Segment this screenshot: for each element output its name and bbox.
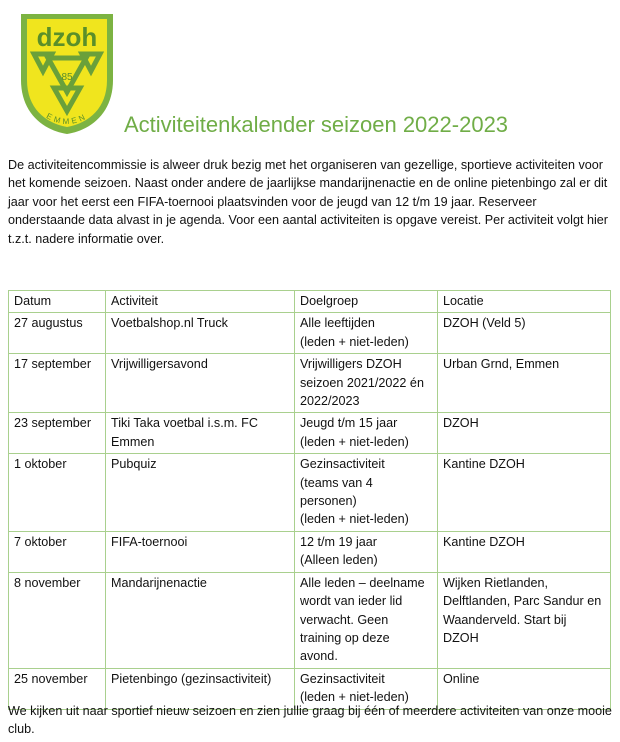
cell-doelgroep-line: wordt van ieder lid: [300, 594, 403, 609]
cell-doelgroep-line: (leden + niet-leden): [300, 690, 409, 705]
cell-datum: 27 augustus: [9, 313, 106, 354]
cell-activiteit: [106, 531, 295, 572]
header-doelgroep: Doelgroep: [295, 291, 438, 313]
activity-calendar-table: [8, 290, 611, 710]
cell-doelgroep-line: (Alleen leden): [300, 553, 378, 568]
cell-locatie-line: Urban Grnd, Emmen: [443, 357, 560, 372]
cell-datum: 8 november: [9, 572, 106, 668]
cell-activiteit-line: Mandarijnenactie: [111, 575, 207, 590]
cell-datum: 1 oktober: [9, 454, 106, 532]
cell-locatie-line: Wijken Rietlanden,: [443, 575, 548, 590]
cell-activiteit-line: Voetbalshop.nl Truck: [111, 316, 228, 331]
cell-activiteit: [106, 454, 295, 532]
cell-doelgroep: [295, 413, 438, 454]
cell-doelgroep-line: Jeugd t/m 15 jaar: [300, 416, 398, 431]
table-row: [9, 531, 611, 572]
table-row: [9, 454, 611, 532]
logo-year: 85: [61, 72, 73, 83]
cell-doelgroep: [295, 354, 438, 413]
cell-locatie-line: DZOH (Veld 5): [443, 316, 526, 331]
cell-activiteit-line: Pietenbingo (gezinsactiviteit): [111, 671, 272, 686]
cell-doelgroep-line: 2022/2023: [300, 394, 360, 409]
cell-locatie-line: Online: [443, 671, 480, 686]
cell-locatie-line: DZOH: [443, 416, 479, 431]
header-datum: Datum: [9, 291, 106, 313]
cell-doelgroep-line: (leden + niet-leden): [300, 434, 409, 449]
cell-activiteit-line: Tiki Taka voetbal i.s.m. FC: [111, 416, 258, 431]
cell-activiteit: [106, 413, 295, 454]
cell-locatie-line: Waanderveld. Start bij: [443, 612, 567, 627]
table-row: [9, 413, 611, 454]
table-header-row: [9, 291, 611, 313]
cell-activiteit: [106, 354, 295, 413]
table-row: [9, 313, 611, 354]
cell-doelgroep-line: training op deze: [300, 630, 390, 645]
cell-doelgroep-line: (leden + niet-leden): [300, 334, 409, 349]
cell-activiteit: [106, 572, 295, 668]
cell-doelgroep-line: Vrijwilligers DZOH: [300, 357, 402, 372]
cell-locatie-line: Delftlanden, Parc Sandur en: [443, 594, 602, 609]
cell-doelgroep-line: (teams van 4: [300, 475, 373, 490]
cell-datum: 25 november: [9, 668, 106, 709]
cell-doelgroep-line: (leden + niet-leden): [300, 512, 409, 527]
intro-paragraph: De activiteitencommissie is alweer druk bezig met het organiseren van gezellige, sportieve activiteiten voor het komende seizoen. Naast onder andere de jaarlijkse mandarijnenactie en de online pietenbingo zal er dit jaar voor het eerst een FIFA-toernooi plaatsvinden voor de jeugd van 12 t/m 19 jaar. Reserveer onderstaande data alvast in je agenda. Voor een aantal activiteiten is opgave vereist. Per activiteit volgt hier t.z.t. nadere informatie over.: [8, 158, 608, 246]
cell-doelgroep-line: Gezinsactiviteit: [300, 671, 385, 686]
cell-datum: 7 oktober: [9, 531, 106, 572]
cell-doelgroep: [295, 454, 438, 532]
cell-datum: 17 september: [9, 354, 106, 413]
logo-text: dzoh: [36, 22, 98, 52]
table-row: [9, 354, 611, 413]
cell-doelgroep-line: seizoen 2021/2022 én: [300, 375, 424, 390]
page-title: Activiteitenkalender seizoen 2022-2023: [124, 112, 509, 137]
cell-locatie: [438, 354, 611, 413]
dzoh-logo: [18, 10, 116, 136]
header-activiteit: Activiteit: [106, 291, 295, 313]
cell-doelgroep: [295, 572, 438, 668]
closing-paragraph: We kijken uit naar sportief nieuw seizoen en zien jullie graag bij één of meerdere activiteiten van onze mooie club.: [8, 704, 612, 737]
cell-locatie: [438, 413, 611, 454]
cell-doelgroep-line: verwacht. Geen: [300, 612, 389, 627]
cell-doelgroep-line: personen): [300, 494, 357, 509]
cell-doelgroep: [295, 531, 438, 572]
cell-doelgroep-line: Gezinsactiviteit: [300, 457, 385, 472]
cell-locatie-line: Kantine DZOH: [443, 534, 525, 549]
cell-activiteit-line: Pubquiz: [111, 457, 157, 472]
cell-doelgroep-line: Alle leden – deelname: [300, 575, 425, 590]
cell-locatie: [438, 531, 611, 572]
logo-city: EMMEN: [44, 111, 90, 127]
cell-datum: 23 september: [9, 413, 106, 454]
cell-locatie: [438, 313, 611, 354]
cell-locatie: [438, 454, 611, 532]
cell-doelgroep-line: Alle leeftijden: [300, 316, 375, 331]
cell-doelgroep: [295, 313, 438, 354]
cell-locatie-line: DZOH: [443, 630, 479, 645]
cell-doelgroep-line: 12 t/m 19 jaar: [300, 534, 378, 549]
cell-locatie-line: Kantine DZOH: [443, 457, 525, 472]
header-locatie: Locatie: [438, 291, 611, 313]
cell-activiteit: [106, 313, 295, 354]
table-row: [9, 572, 611, 668]
cell-locatie: [438, 572, 611, 668]
cell-activiteit-line: Emmen: [111, 434, 155, 449]
cell-doelgroep-line: avond.: [300, 649, 338, 664]
cell-activiteit-line: Vrijwilligersavond: [111, 357, 208, 372]
cell-activiteit-line: FIFA-toernooi: [111, 534, 188, 549]
table-body: [9, 313, 611, 709]
